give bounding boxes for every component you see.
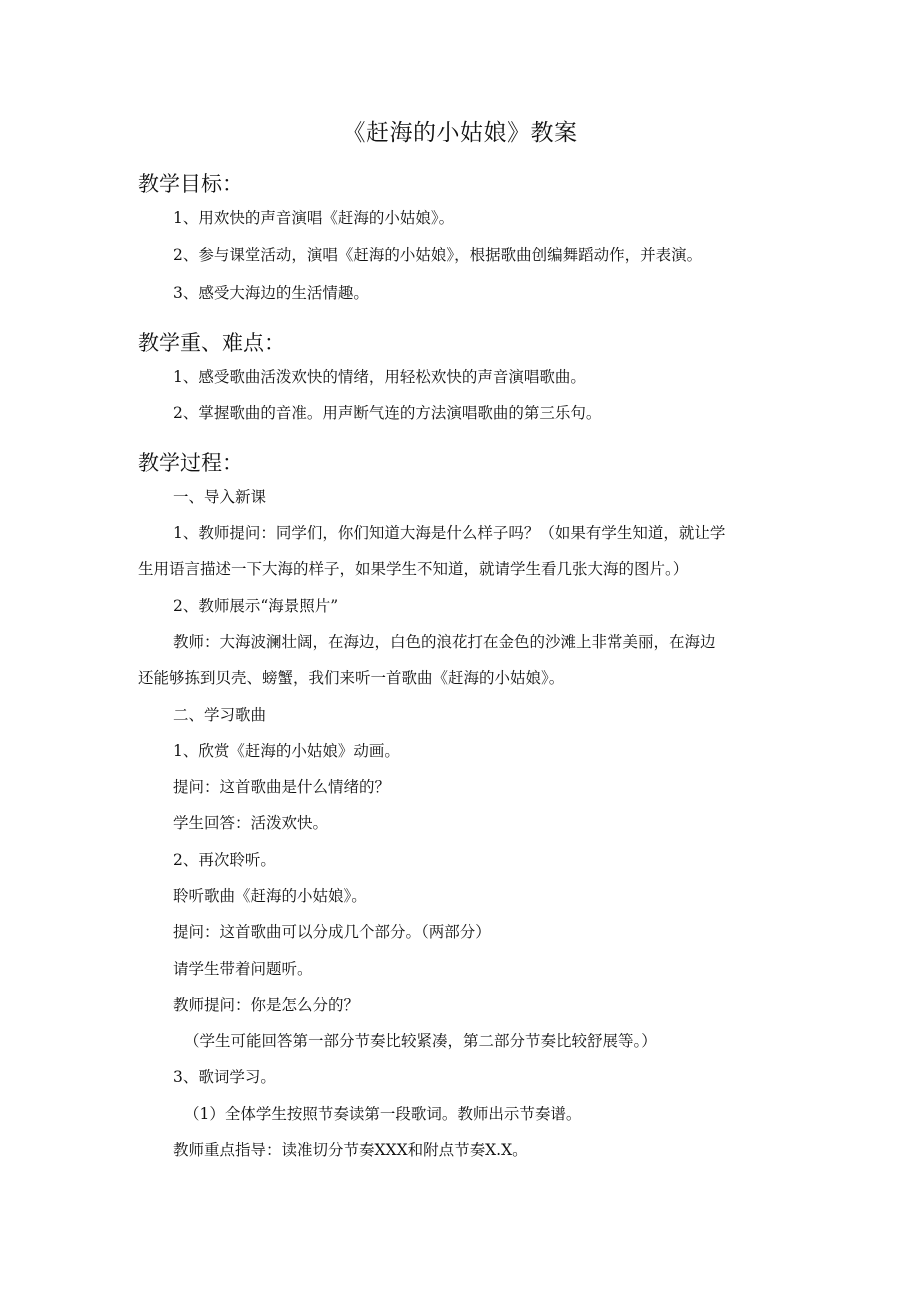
goal-item: 2、参与课堂活动，演唱《赶海的小姑娘》，根据歌曲创编舞蹈动作，并表演。 (173, 246, 703, 264)
keypoints-heading: 教学重、难点： (138, 331, 285, 355)
process-line: 还能够拣到贝壳、螃蟹，我们来听一首歌曲《赶海的小姑娘》。 (138, 669, 565, 687)
keypoint-item: 1、感受歌曲活泼欢快的情绪，用轻松欢快的声音演唱歌曲。 (173, 368, 586, 386)
process-line: 教师：大海波澜壮阔，在海边，白色的浪花打在金色的沙滩上非常美丽，在海边 (173, 633, 716, 651)
process-line: 提问：这首歌曲是什么情绪的？ (173, 778, 391, 796)
process-line: 1、教师提问：同学们，你们知道大海是什么样子吗？（如果有学生知道，就让学 (173, 524, 726, 542)
process-line: 教师重点指导：读准切分节奏XXX和附点节奏X.X。 (173, 1141, 528, 1159)
process-line: 请学生带着问题听。 (173, 960, 313, 978)
process-line: 教师提问：你是怎么分的？ (173, 996, 360, 1014)
keypoint-item: 2、掌握歌曲的音准。用声断气连的方法演唱歌曲的第三乐句。 (173, 404, 602, 422)
process-line: 一、导入新课 (173, 488, 267, 506)
process-line: 2、再次聆听。 (173, 851, 276, 869)
process-line: 聆听歌曲《赶海的小姑娘》。 (173, 887, 367, 905)
goal-item: 1、用欢快的声音演唱《赶海的小姑娘》。 (173, 209, 455, 227)
document-title: 《赶海的小姑娘》教案 (342, 120, 578, 146)
process-line: 3、歌词学习。 (173, 1068, 276, 1086)
process-line: 提问：这首歌曲可以分成几个部分。（两部分） (173, 923, 491, 941)
process-line: 1、欣赏《赶海的小姑娘》动画。 (173, 742, 400, 760)
goal-item: 3、感受大海边的生活情趣。 (173, 284, 369, 302)
goals-heading: 教学目标： (138, 172, 243, 196)
process-line: （1）全体学生按照节奏读第一段歌词。教师出示节奏谱。 (184, 1105, 582, 1123)
process-line: 生用语言描述一下大海的样子，如果学生不知道，就请学生看几张大海的图片。） (138, 560, 689, 578)
process-line: 2、教师展示“海景照片” (173, 597, 339, 615)
process-line: （学生可能回答第一部分节奏比较紧凑，第二部分节奏比较舒展等。） (184, 1032, 657, 1050)
process-heading: 教学过程： (138, 451, 243, 475)
process-line: 二、学习歌曲 (173, 706, 267, 724)
process-line: 学生回答：活泼欢快。 (173, 814, 329, 832)
